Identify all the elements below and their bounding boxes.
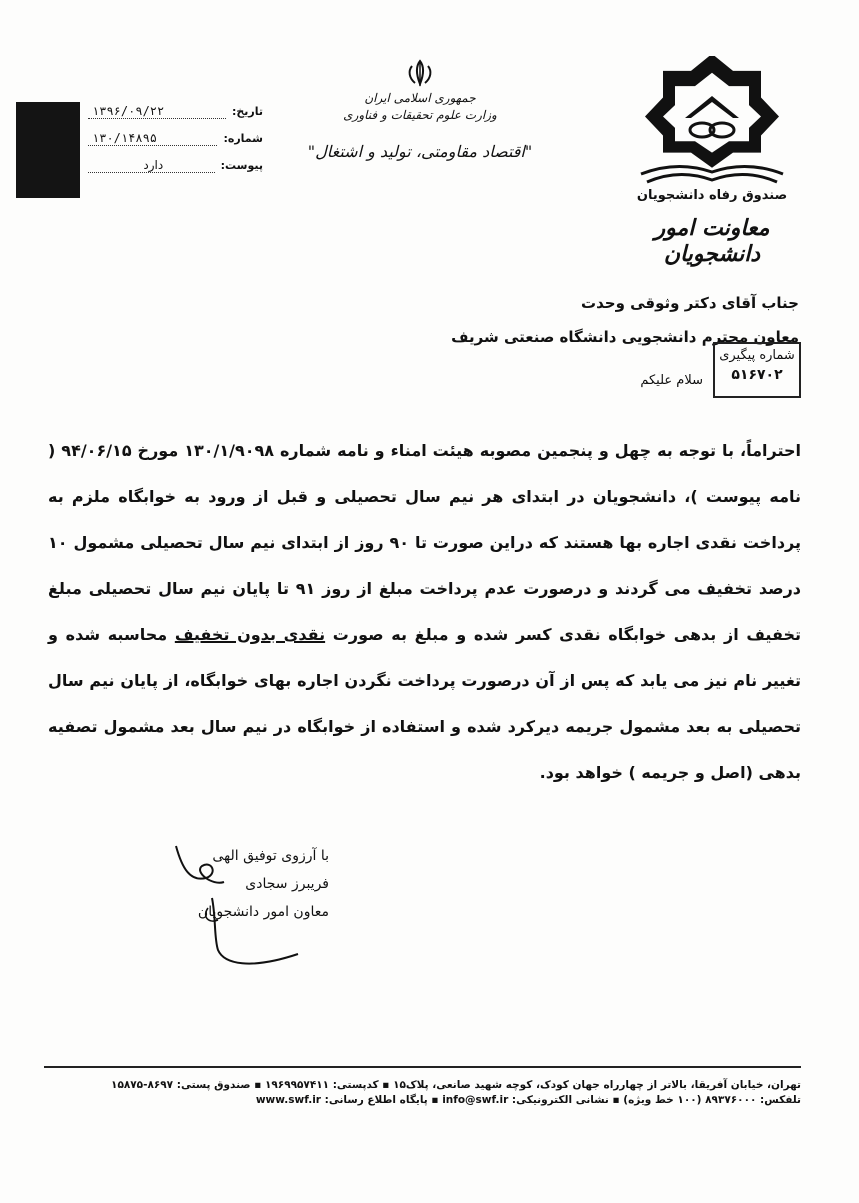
body-text-part1: احتراماً، با توجه به چهل و پنجمین مصوبه هیئت امناء و نامه شماره ۱۳۰/۱/۹۰۹۸ مورخ ۹۴/۰۶/۱۵ ( نامه پیوست )، دانشجویان در ابتدای هر نیم سال تحصیلی و قبل از ورود به خوابگاه ملزم به پرداخت نقدی اجاره بها هستند که دراین صورت تا ۹۰ روز از ابتدای نیم سال تحصیلی مشمول ۱۰ درصد تخفیف می گردند و درصورت عدم پرداخت مبلغ از روز ۹۱ تا پایان نیم سال تحصیلی مبلغ تخفیف از بدهی خوابگاه نقدی کسر شده و مبلغ به صورت: [48, 441, 802, 644]
greeting: سلام علیکم: [640, 373, 703, 388]
body-underlined-phrase: نقدی بدون تخفیف: [174, 625, 326, 644]
attachment-label: پیوست:: [220, 159, 263, 172]
closing-wish: با آرزوی توفیق الهی: [212, 848, 329, 864]
date-value: ۱۳۹۶/۰۹/۲۲: [88, 104, 226, 119]
meta-date-row: [88, 104, 263, 131]
recipient-title: معاون محترم دانشجویی دانشگاه صنعتی شریف: [451, 328, 799, 346]
letter-body: [48, 428, 801, 796]
footer-address: تهران، خیابان آفریقا، بالاتر از چهارراه جهان کودک، کوچه شهید صانعی، پلاک۱۵ ▪ کدپستی: ۱۹۶۹۹۵۷۴۱۱ ▪ صندوق پستی: ۸۶۹۷-۱۵۸۷۵: [111, 1079, 801, 1091]
government-header: [300, 58, 540, 161]
handwritten-signature: [172, 838, 302, 973]
attachment-value: دارد: [88, 158, 215, 173]
fund-logo-block: [617, 56, 807, 267]
body-text-part2: محاسبه شده و تغییر نام نیز می یابد که پس از آن درصورت پرداخت نگردن اجاره بهای خوابگاه، از پایان نیم سال تحصیلی به بعد مشمول جریمه دیرکرد شده و استفاده از خوابگاه در نیم سال بعد مشمول تصفیه بدهی (اصل و جریمه ) خواهد بود.: [48, 625, 801, 782]
number-value: ۱۳۰/۱۴۸۹۵: [88, 131, 217, 146]
redacted-block: [16, 102, 80, 198]
number-label: شماره:: [223, 132, 263, 145]
footer-contact: تلفکس: ۸۹۳۷۶۰۰۰ (۱۰۰ خط ویژه) ▪ نشانی الکترونیکی: info@swf.ir ▪ پایگاه اطلاع رسانی: www.swf.ir: [255, 1094, 801, 1106]
tracking-number-box: [713, 342, 801, 398]
year-slogan: "اقتصاد مقاومتی، تولید و اشتغال": [307, 142, 533, 161]
meta-attachment-row: [88, 158, 263, 185]
letterhead-footer: [44, 1066, 801, 1108]
tracking-label: شماره پیگیری: [719, 348, 795, 363]
recipient-name: جناب آقای دکتر وثوقی وحدت: [581, 294, 799, 312]
signer-title: معاون امور دانشجویان: [197, 904, 329, 920]
ministry-name: وزارت علوم تحقیقات و فناوری: [343, 108, 497, 122]
student-welfare-fund-logo: [637, 56, 787, 186]
signer-name: فریبرز سجادی: [245, 876, 329, 892]
iran-emblem-icon: [403, 58, 437, 88]
country-name: جمهوری اسلامی ایران: [364, 91, 476, 105]
deputy-office-name: معاونت امور دانشجویان: [654, 215, 770, 267]
tracking-number: ۵۱۶۷۰۲: [731, 367, 783, 383]
date-label: تاریخ:: [231, 105, 263, 118]
meta-number-row: [88, 131, 263, 158]
letter-metadata: [88, 104, 263, 185]
fund-name: صندوق رفاه دانشجویان: [636, 188, 788, 203]
